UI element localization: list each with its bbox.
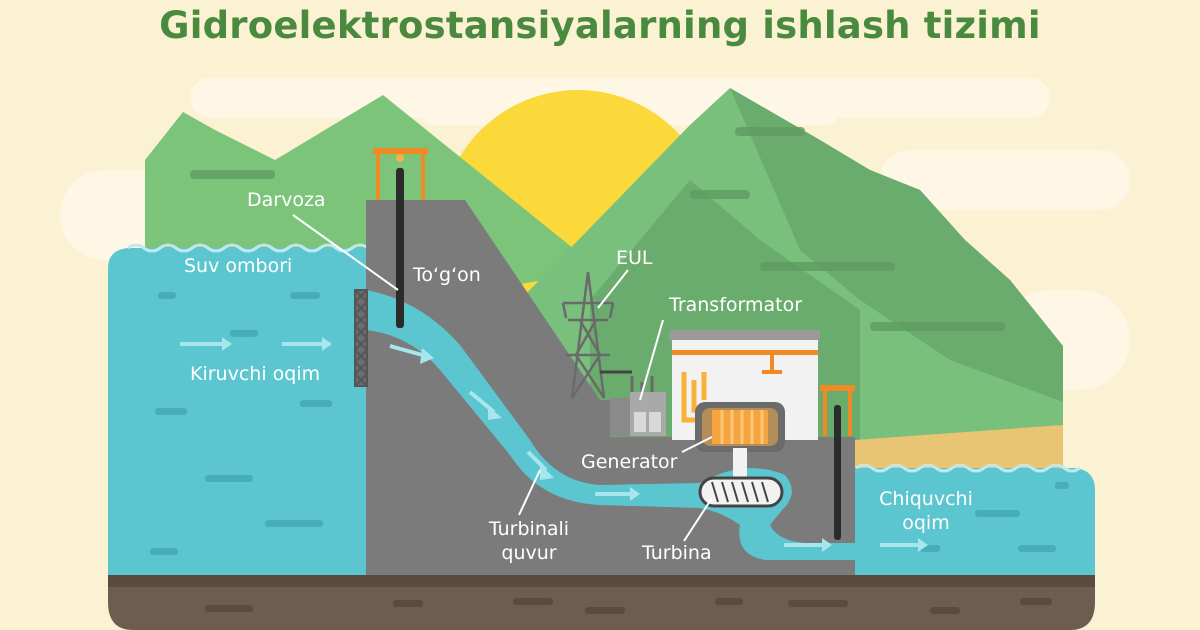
label-outflow-line1: Chiquvchi <box>879 488 973 510</box>
label-reservoir: Suv ombori <box>184 255 293 277</box>
turbine <box>700 478 782 506</box>
label-penstock-line2: quvur <box>501 542 557 564</box>
label-inflow: Kiruvchi oqim <box>190 363 321 385</box>
label-power-line: EUL <box>616 247 653 269</box>
label-outflow <box>866 487 986 535</box>
reservoir-water <box>108 248 370 580</box>
ground <box>108 575 1095 630</box>
label-penstock <box>474 517 584 565</box>
label-penstock-line1: Turbinali <box>488 518 570 540</box>
page-title: Gidroelektrostansiyalarning ishlash tizimi <box>159 4 1041 47</box>
label-transformer: Transformator <box>669 294 803 316</box>
label-generator: Generator <box>581 451 678 473</box>
label-turbine: Turbina <box>642 542 712 564</box>
gate-lattice <box>355 290 367 386</box>
label-dam: To‘g‘on <box>413 264 481 286</box>
label-outflow-line2: oqim <box>902 512 950 534</box>
label-gate: Darvoza <box>247 189 326 211</box>
